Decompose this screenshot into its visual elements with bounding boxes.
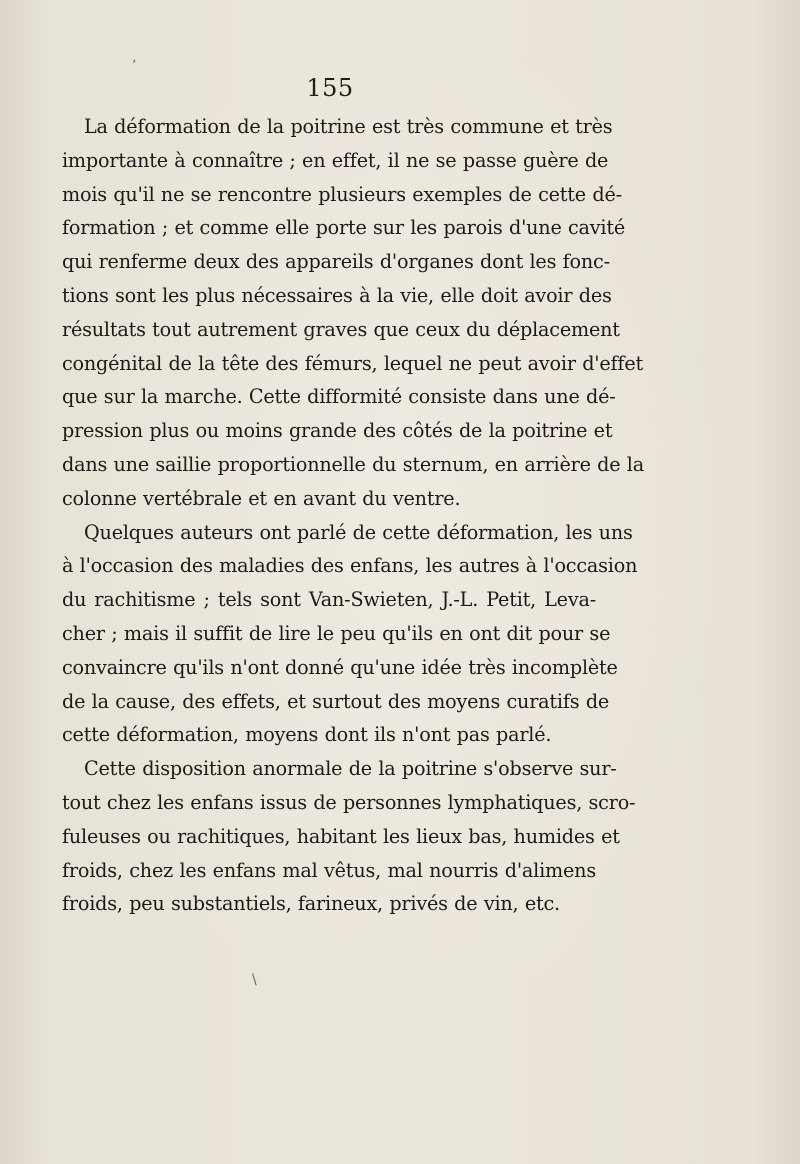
paper-speck: \ <box>252 972 257 988</box>
text-line: Cette disposition anormale de la poitrine s'observe sur- <box>84 757 617 781</box>
text-line: La déformation de la poitrine est très commune et très <box>84 115 613 138</box>
text-line: résultats tout autrement graves que ceux du déplacement <box>62 317 620 341</box>
text-line: à l'occasion des maladies des enfans, les autres à l'occasion <box>62 554 638 578</box>
paper-speck: ʼ <box>132 58 137 74</box>
text-line: formation ; et comme elle porte sur les parois d'une cavité <box>62 216 626 240</box>
text-line: colonne vertébrale et en avant du ventre. <box>62 486 461 510</box>
text-line: mois qu'il ne se rencontre plusieurs exemples de cette dé- <box>62 182 622 206</box>
text-line: dans une saillie proportionnelle du sternum, en arrière de la <box>62 452 644 476</box>
text-line: tions sont les plus nécessaires à la vie, elle doit avoir des <box>62 283 612 307</box>
paragraph-1 <box>62 110 644 516</box>
text-line: cher ; mais il suffit de lire le peu qu'ils en ont dit pour se <box>62 621 611 645</box>
text-line: qui renferme deux des appareils d'organes dont les fonc- <box>62 250 610 274</box>
text-line: cette déformation, moyens dont ils n'ont pas parlé. <box>62 723 552 747</box>
text-line: congénital de la tête des fémurs, lequel ne peut avoir d'effet <box>62 351 643 375</box>
paragraph-2 <box>62 516 638 753</box>
page-number: 155 <box>306 74 354 102</box>
text-line: pression plus ou moins grande des côtés de la poitrine et <box>62 419 613 443</box>
text-line: fuleuses ou rachitiques, habitant les lieux bas, humides et <box>62 824 620 848</box>
text-line: Quelques auteurs ont parlé de cette déformation, les uns <box>84 520 633 544</box>
text-line: que sur la marche. Cette difformité consiste dans une dé- <box>62 385 616 409</box>
body-text <box>62 110 644 921</box>
text-line: de la cause, des effets, et surtout des moyens curatifs de <box>62 689 610 713</box>
text-line: tout chez les enfans issus de personnes lymphatiques, scro- <box>62 790 636 814</box>
text-line: importante à connaître ; en effet, il ne se passe guère de <box>62 148 609 172</box>
text-line: froids, chez les enfans mal vêtus, mal nourris d'alimens <box>62 858 596 882</box>
text-line: froids, peu substantiels, farineux, privés de vin, etc. <box>62 892 560 916</box>
text-line: du rachitisme ; tels sont Van-Swieten, J.-L. Petit, Leva- <box>62 588 596 612</box>
text-line: convaincre qu'ils n'ont donné qu'une idée très incomplète <box>62 655 618 679</box>
paragraph-3 <box>62 752 636 921</box>
